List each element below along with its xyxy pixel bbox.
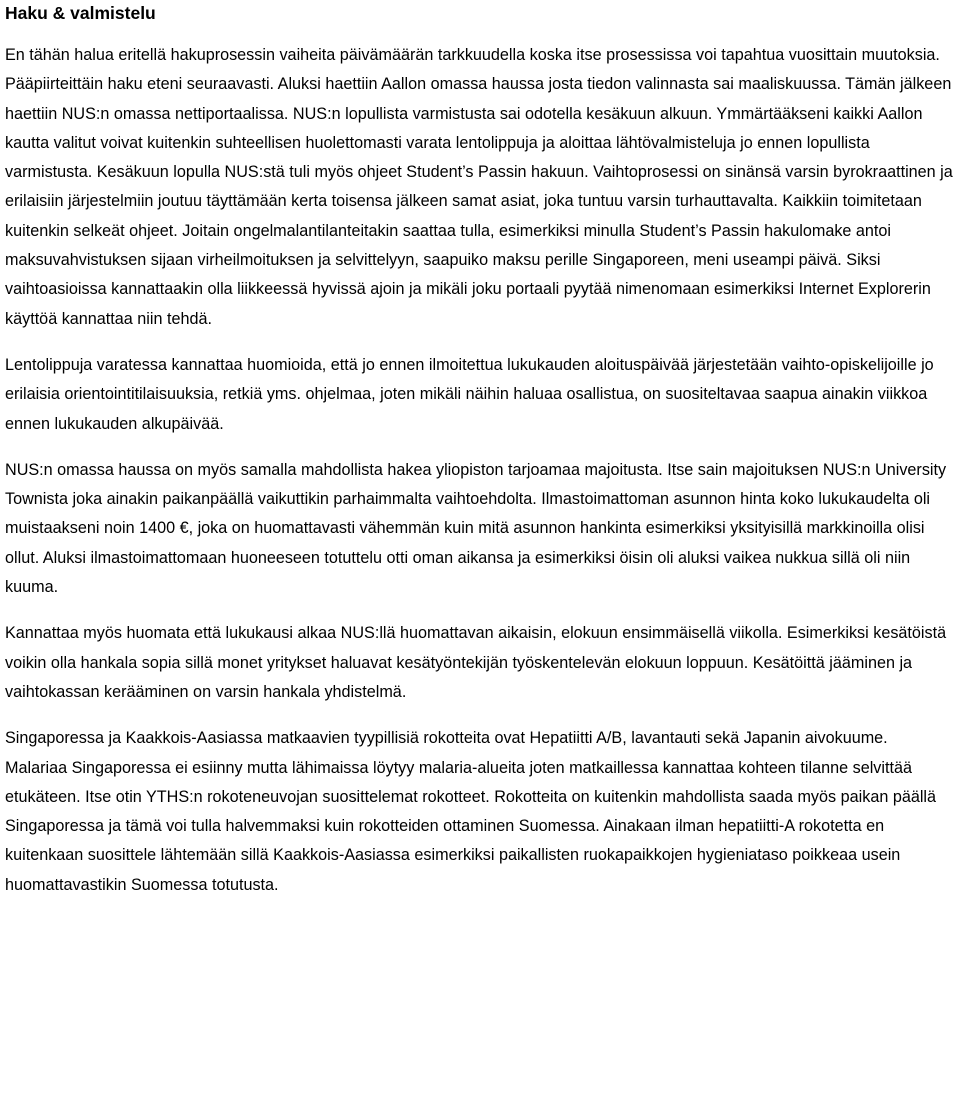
- paragraph-accommodation: NUS:n omassa haussa on myös samalla mahdollista hakea yliopiston tarjoamaa majoitusta. Itse sain majoituksen NUS:n University Townista joka ainakin paikanpäällä vaikuttikin parhaimmalta vaihtoehdolta. Ilmastoimattoman asunnon hinta koko lukukaudelta oli muistaakseni noin 1400 €, joka on huomattavasti vähemmän kuin mitä asunnon hankinta esimerkiksi yksityisillä markkinoilla olisi ollut. Aluksi ilmastoimattomaan huoneeseen totuttelu otti oman aikansa ja esimerkiksi öisin oli aluksi vaikea nukkua sillä oli niin kuuma.: [5, 460, 947, 597]
- paragraph-flight-tickets: Lentolippuja varatessa kannattaa huomioida, että jo ennen ilmoitettua lukukauden aloituspäivää järjestetään vaihto-opiskelijoille jo erilaisia orientointitilaisuuksia, retkiä yms. ohjelmaa, joten mikäli näihin haluaa osallistua, on suositeltavaa saapua ainakin viikkoa ennen lukukauden alkupäivää.: [5, 355, 934, 433]
- paragraph-application-process: En tähän halua eritellä hakuprosessin vaiheita päivämäärän tarkkuudella koska itse prosessissa voi tapahtua vuosittain muutoksia. Pääpiirteittäin haku eteni seuraavasti. Aluksi haettiin Aallon omassa haussa josta tiedon valinnasta sai maaliskuussa. Tämän jälkeen haettiin NUS:n omassa nettiportaalissa. NUS:n lopullista varmistusta sai odotella kesäkuun alkuun. Ymmärtääkseni kaikki Aallon kautta valitut voivat kuitenkin suhteellisen huolettomasti varata lentolippuja ja aloittaa lähtövalmisteluja jo ennen lopullista varmistusta. Kesäkuun lopulla NUS:stä tuli myös ohjeet Student’s Passin hakuun. Vaihtoprosessi on sinänsä varsin byrokraattinen ja erilaisiin järjestelmiin joutuu täyttämään kerta toisensa jälkeen samat asiat, joka tuntuu varsin turhauttavalta. Kaikkiin toimitetaan kuitenkin selkeät ohjeet. Joitain ongelmalantilanteitakin saattaa tulla, esimerkiksi minulla Student’s Passin hakulomake antoi maksuvahvistuksen sijaan virheilmoituksen ja selvittelyyn, saapuiko maksu perille Singaporeen, meni useampi päivä. Siksi vaihtoasioissa kannattaakin olla liikkeessä hyvissä ajoin ja mikäli joku portaali pyytää nimenomaan esimerkiksi Internet Explorerin käyttöä kannattaa niin tehdä.: [5, 46, 953, 328]
- document-title: Haku & valmistelu: [5, 3, 156, 23]
- paragraph-semester-start: Kannattaa myös huomata että lukukausi alkaa NUS:llä huomattavan aikaisin, elokuun ensimmäisellä viikolla. Esimerkiksi kesätöistä voikin olla hankala sopia sillä monet yritykset haluavat kesätyöntekijän työskentelevän elokuun loppuun. Kesätöittä jääminen ja vaihtokassan kerääminen on varsin hankala yhdistelmä.: [5, 624, 947, 701]
- paragraph-vaccinations: Singaporessa ja Kaakkois-Aasiassa matkaavien tyypillisiä rokotteita ovat Hepatiitti A/B, lavantauti sekä Japanin aivokuume. Malariaa Singaporessa ei esiinny mutta lähimaissa löytyy malaria-alueita joten matkaillessa kannattaa kohteen tilanne selvittää etukäteen. Itse otin YTHS:n rokoteneuvojan suosittelemat rokotteet. Rokotteita on kuitenkin mahdollista saada myös paikan päällä Singaporessa ja tämä voi tulla halvemmaksi kuin rokotteiden ottaminen Suomessa. Ainakaan ilman hepatiitti-A rokotetta en kuitenkaan suosittele lähtemään sillä Kaakkois-Aasiassa esimerkiksi paikallisten ruokapaikkojen hygieniataso poikkeaa usein huomattavastikin Suomessa totutusta.: [5, 729, 937, 894]
